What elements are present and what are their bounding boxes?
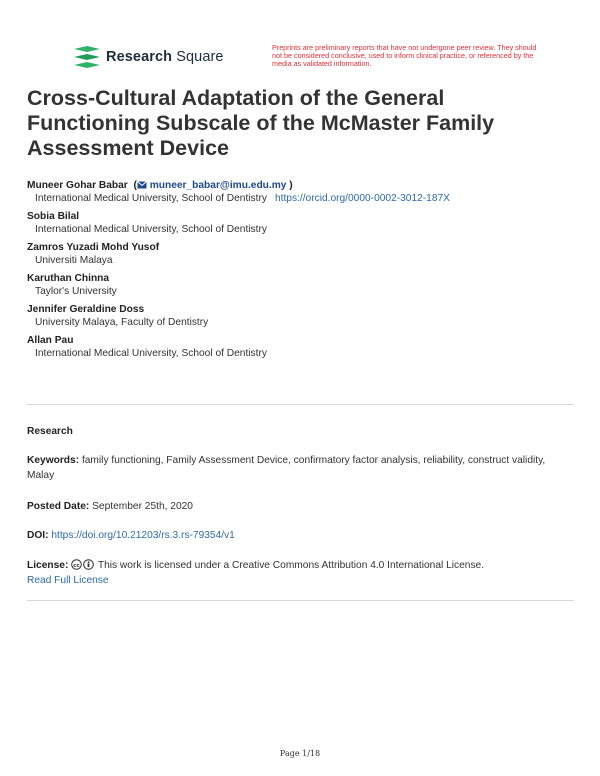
author-affiliation-text: International Medical University, School of Dentistry [35, 193, 267, 204]
license [27, 558, 575, 588]
posted-date-value: September 25th, 2020 [92, 501, 193, 512]
doi [27, 528, 575, 543]
posted-date-label: Posted Date: [27, 501, 90, 512]
section-divider [27, 600, 574, 601]
article-type-text: Research [27, 426, 73, 437]
author-affiliation [35, 192, 575, 205]
doi-label: DOI: [27, 530, 49, 541]
author-affiliation: Taylor's University [35, 286, 117, 297]
author-email-link[interactable]: muneer_babar@imu.edu.my [149, 180, 287, 191]
author-list [27, 179, 575, 365]
author-affiliation: University Malaya, Faculty of Dentistry [35, 317, 209, 328]
logo-text-research: Research [106, 49, 173, 65]
license-label: License: [27, 560, 69, 571]
author-affiliation: Universiti Malaya [35, 255, 113, 266]
author-name: Zamros Yuzadi Mohd Yusof [27, 242, 160, 253]
doi-link[interactable]: https://doi.org/10.21203/rs.3.rs-79354/v1 [51, 530, 235, 541]
author-name-text: Muneer Gohar Babar [27, 180, 128, 191]
research-square-logo[interactable] [74, 46, 224, 68]
keywords-label: Keywords: [27, 455, 80, 466]
logo-text-square: Square [176, 49, 224, 65]
email-icon [137, 181, 147, 189]
keywords [27, 453, 575, 483]
author-name: Allan Pau [27, 335, 74, 346]
read-full-license-link[interactable]: Read Full License [27, 575, 109, 586]
author-name: Karuthan Chinna [27, 273, 110, 284]
keywords-value: family functioning, Family Assessment Device, confirmatory factor analysis, reliability, construct validity, Malay [27, 455, 546, 481]
author-email-wrap: ( muneer_babar@imu.edu.my ) [130, 180, 293, 191]
author-affiliation: International Medical University, School of Dentistry [35, 224, 267, 235]
svg-text:cc: cc [73, 562, 80, 569]
header [74, 44, 554, 74]
posted-date [27, 499, 575, 514]
author-name: Jennifer Geraldine Doss [27, 304, 145, 315]
preprint-disclaimer: Preprints are preliminary reports that have not undergone peer review. They should not be considered conclusive, used to inform clinical practice, or referenced by the media as validated information. [272, 43, 537, 69]
author-affiliation: International Medical University, School of Dentistry [35, 348, 267, 359]
license-text: This work is licensed under a Creative Commons Attribution 4.0 International License. [97, 560, 485, 571]
orcid-link[interactable]: https://orcid.org/0000-0002-3012-187X [274, 193, 450, 204]
author-name [27, 179, 575, 192]
article-type [27, 424, 575, 439]
research-square-logo-icon [74, 46, 100, 68]
page-number: Page 1/18 [279, 749, 321, 758]
creative-commons-icon [71, 559, 95, 570]
author-name: Sobia Bilal [27, 211, 80, 222]
section-divider [27, 404, 574, 405]
logo-text [106, 49, 224, 65]
paper-title: Cross-Cultural Adaptation of the General Functioning Subscale of the McMaster Family Assessment Device [27, 86, 495, 160]
